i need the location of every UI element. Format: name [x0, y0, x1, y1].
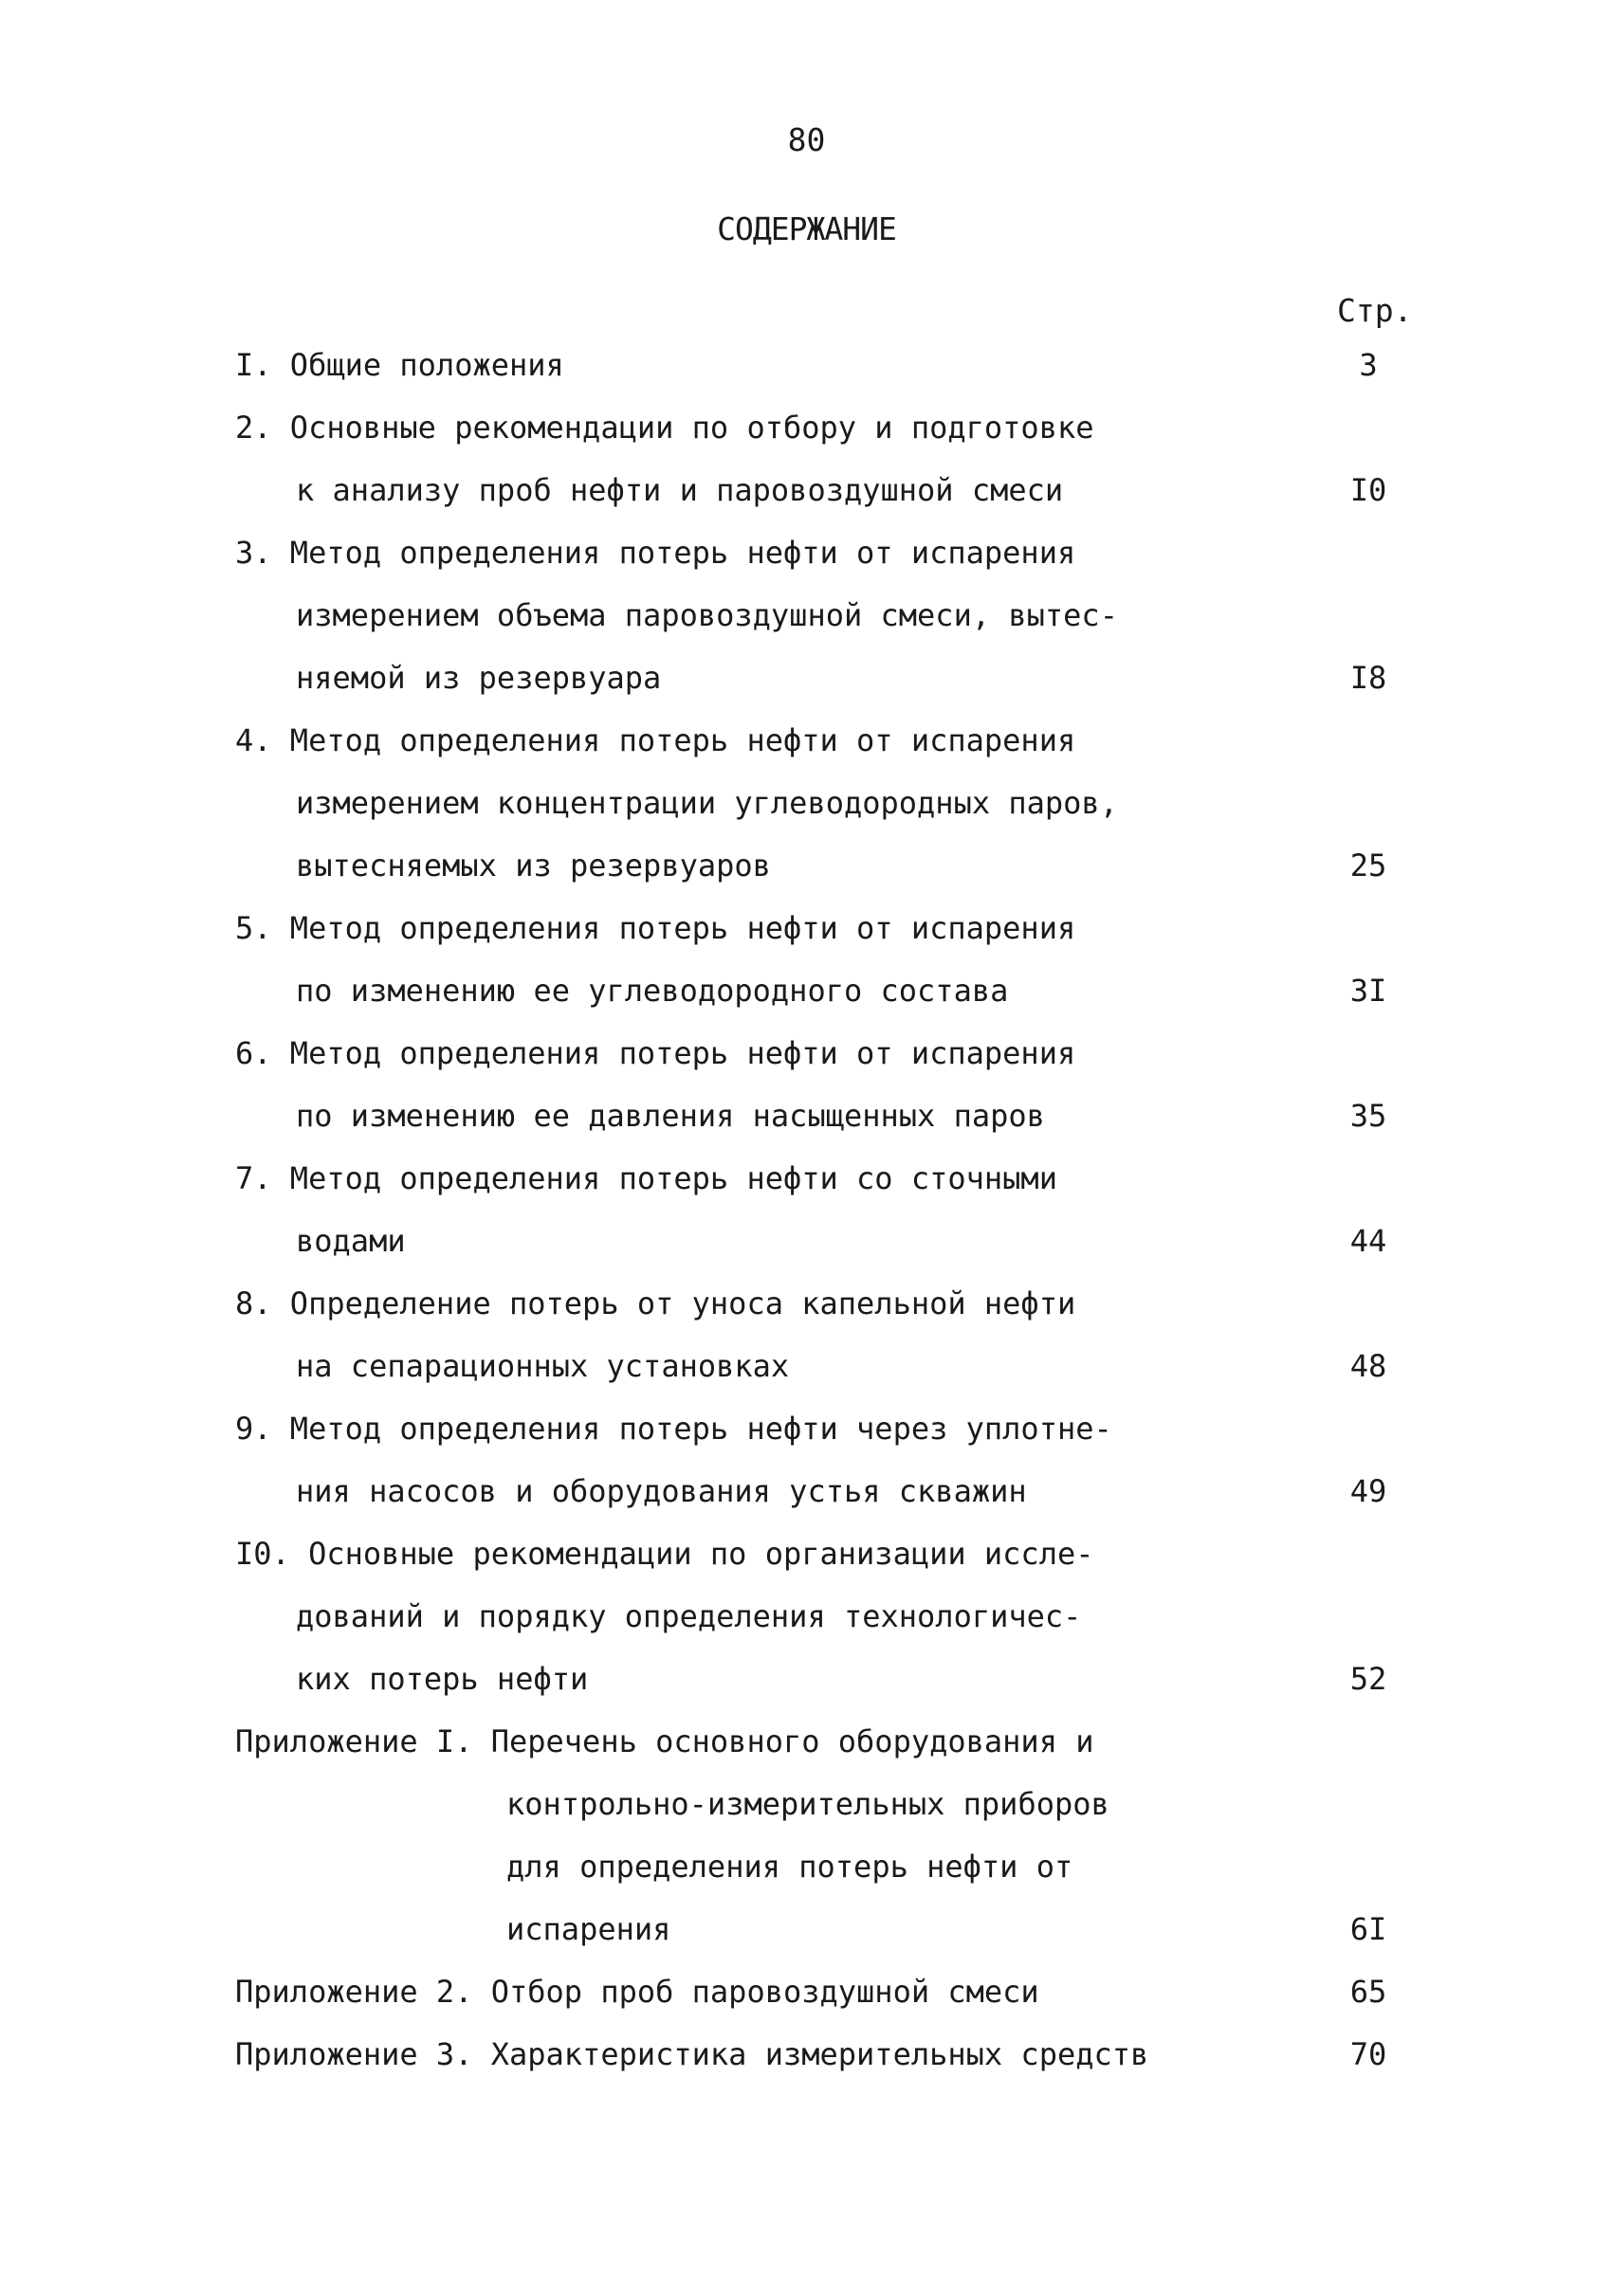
toc-page-number: 6I — [1349, 1911, 1387, 1947]
toc-entry-title: Приложение 2. Отбор проб паровоздушной смеси — [235, 1974, 1039, 2010]
toc-line — [0, 1155, 1613, 1202]
toc-line — [0, 1905, 1613, 1953]
toc-line — [0, 1342, 1613, 1390]
toc-entry-continuation: по изменению ее углеводородного состава — [296, 973, 1009, 1009]
toc-line — [0, 2031, 1613, 2078]
toc-page-number: 52 — [1349, 1661, 1387, 1697]
toc-entry-continuation: няемой из резервуара — [296, 660, 662, 696]
toc-line — [0, 1217, 1613, 1265]
toc-line — [0, 967, 1613, 1014]
toc-page-number: 25 — [1349, 847, 1387, 884]
toc-line — [0, 904, 1613, 952]
toc-page-number: 3 — [1359, 347, 1378, 383]
toc-line — [0, 1467, 1613, 1515]
toc-entry-title: 3. Метод определения потерь нефти от испарения — [235, 535, 1076, 571]
document-title: СОДЕРЖАНИЕ — [717, 210, 896, 247]
toc-line — [0, 1030, 1613, 1077]
toc-entry-title: 2. Основные рекомендации по отбору и подготовке — [235, 410, 1094, 446]
toc-line — [0, 1092, 1613, 1139]
toc-page-number: 70 — [1349, 2036, 1387, 2072]
toc-entry-title: 7. Метод определения потерь нефти со сточными — [235, 1160, 1057, 1196]
toc-entry-title: Приложение 3. Характеристика измерительных средств — [235, 2036, 1149, 2072]
page-number: 80 — [787, 121, 826, 158]
toc-entry-continuation: дований и порядку определения технологичес- — [296, 1598, 1082, 1634]
toc-line — [0, 779, 1613, 827]
toc-page-number: I0 — [1349, 472, 1387, 508]
toc-entry-title: Приложение I. Перечень основного оборудования и — [235, 1723, 1094, 1759]
toc-line — [0, 341, 1613, 389]
toc-entry-continuation: испарения — [506, 1911, 671, 1947]
toc-line — [0, 1718, 1613, 1765]
toc-page-number: 44 — [1349, 1223, 1387, 1259]
toc-entry-continuation: на сепарационных установках — [296, 1348, 790, 1384]
toc-entry-continuation: водами — [296, 1223, 406, 1259]
toc-line — [0, 1843, 1613, 1890]
toc-line — [0, 1280, 1613, 1327]
toc-entry-title: I0. Основные рекомендации по организации иссле- — [235, 1536, 1094, 1572]
toc-entry-continuation: по изменению ее давления насыщенных паров — [296, 1098, 1045, 1134]
toc-page-number: 48 — [1349, 1348, 1387, 1384]
toc-entry-continuation: ния насосов и оборудования устья скважин — [296, 1473, 1027, 1509]
toc-line — [0, 654, 1613, 702]
toc-entry-title: I. Общие положения — [235, 347, 564, 383]
toc-entry-continuation: измерением концентрации углеводородных паров, — [296, 785, 1118, 821]
toc-line — [0, 592, 1613, 639]
toc-entry-title: 4. Метод определения потерь нефти от испарения — [235, 722, 1076, 758]
toc-page-number: 3I — [1349, 973, 1387, 1009]
toc-entry-title: 5. Метод определения потерь нефти от испарения — [235, 910, 1076, 946]
toc-line — [0, 1655, 1613, 1703]
toc-entry-continuation: измерением объема паровоздушной смеси, вытес- — [296, 597, 1118, 633]
toc-line — [0, 1593, 1613, 1640]
toc-entry-continuation: к анализу проб нефти и паровоздушной смеси — [296, 472, 1064, 508]
toc-entry-title: 9. Метод определения потерь нефти через уплотне- — [235, 1411, 1112, 1447]
toc-entry-title: 6. Метод определения потерь нефти от испарения — [235, 1035, 1076, 1071]
toc-page-number: 49 — [1349, 1473, 1387, 1509]
toc-entry-title: 8. Определение потерь от уноса капельной нефти — [235, 1285, 1076, 1321]
toc-line — [0, 842, 1613, 889]
toc-page-number: 35 — [1349, 1098, 1387, 1134]
toc-entry-continuation: ких потерь нефти — [296, 1661, 589, 1697]
toc-line — [0, 404, 1613, 451]
toc-page-number: I8 — [1349, 660, 1387, 696]
toc-entry-continuation: для определения потерь нефти от — [506, 1849, 1073, 1885]
toc-entry-continuation: контрольно-измерительных приборов — [506, 1786, 1109, 1822]
toc-line — [0, 466, 1613, 514]
toc-page-number: 65 — [1349, 1974, 1387, 2010]
toc-line — [0, 1530, 1613, 1577]
toc-entry-continuation: вытесняемых из резервуаров — [296, 847, 771, 884]
toc-line — [0, 1780, 1613, 1828]
toc-line — [0, 1405, 1613, 1452]
toc-line — [0, 717, 1613, 764]
toc-line — [0, 1968, 1613, 2015]
page-column-label: Стр. — [1337, 292, 1413, 329]
toc-line — [0, 529, 1613, 576]
